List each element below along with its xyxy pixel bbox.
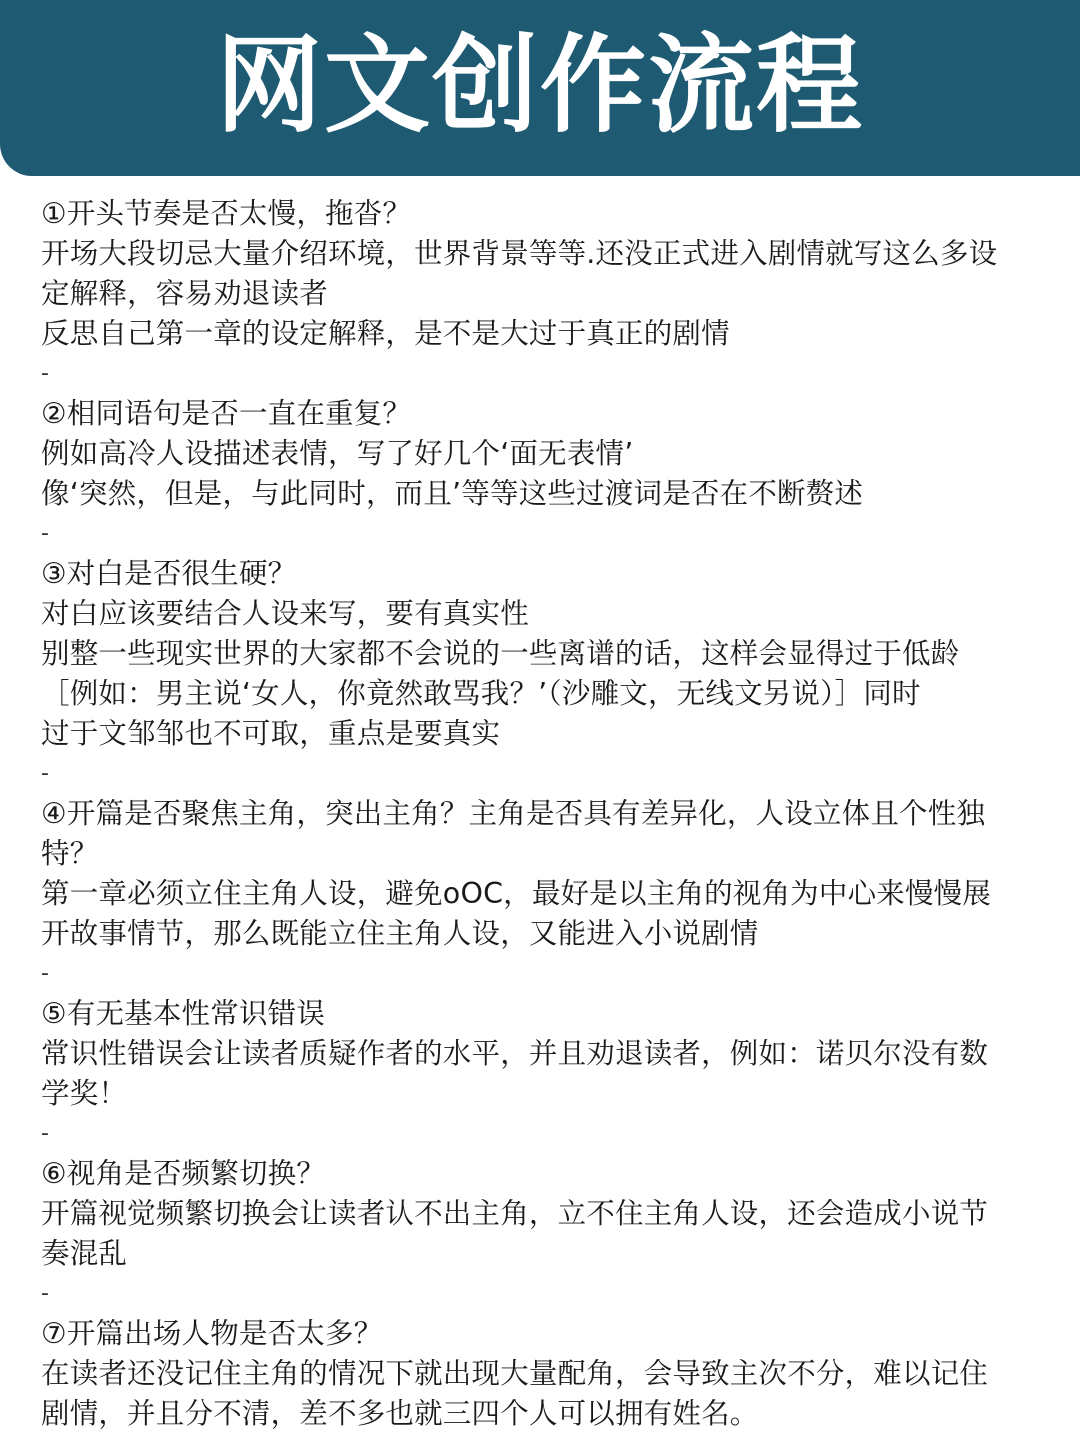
section-heading: ④开篇是否聚焦主角，突出主角？主角是否具有差异化，人设立体且个性独	[41, 797, 986, 830]
text-line: 对白应该要结合人设来写，要有真实性	[41, 597, 529, 630]
text-line: 常识性错误会让读者质疑作者的水平，并且劝退读者，例如：诺贝尔没有数	[41, 1037, 989, 1070]
text-line: 过于文邹邹也不可取，重点是要真实	[41, 717, 501, 750]
text-line: 开故事情节，那么既能立住主角人设，又能进入小说剧情	[41, 917, 759, 950]
text-line: 开场大段切忌大量介绍环境，世界背景等等.还没正式进入剧情就写这么多设	[41, 237, 998, 270]
text-line: 定解释，容易劝退读者	[41, 277, 329, 310]
section-separator: -	[41, 1121, 50, 1146]
section-separator: -	[41, 1281, 50, 1306]
title-banner	[0, 0, 1080, 176]
text-line: 剧情，并且分不清，差不多也就三四个人可以拥有姓名。	[41, 1397, 759, 1430]
section-heading: ③对白是否很生硬？	[41, 557, 297, 590]
section-separator: -	[41, 361, 50, 386]
section-separator: -	[41, 521, 50, 546]
section-heading: ⑥视角是否频繁切换？	[41, 1157, 326, 1190]
text-line: 像‘突然，但是，与此同时，而且’等等这些过渡词是否在不断赘述	[41, 477, 864, 510]
text-line: 第一章必须立住主角人设，避免oOC，最好是以主角的视角为中心来慢慢展	[41, 877, 992, 910]
text-line: ［例如：男主说‘女人，你竟然敢骂我？’（沙雕文，无线文另说）］同时	[41, 677, 921, 710]
article-body	[41, 194, 1065, 1434]
text-line: 学奖！	[41, 1077, 128, 1110]
section-separator: -	[41, 761, 50, 786]
page-title: 网文创作流程	[216, 24, 864, 147]
section-separator: -	[41, 961, 50, 986]
section-heading: ①开头节奏是否太慢，拖沓？	[41, 197, 412, 230]
text-line: 开篇视觉频繁切换会让读者认不出主角，立不住主角人设，还会造成小说节	[41, 1197, 989, 1230]
section-heading: 特？	[41, 837, 99, 870]
text-line: 别整一些现实世界的大家都不会说的一些离谱的话，这样会显得过于低龄	[41, 637, 960, 670]
section-heading: ⑦开篇出场人物是否太多？	[41, 1317, 383, 1350]
section-heading: ②相同语句是否一直在重复？	[41, 397, 412, 430]
section-heading: ⑤有无基本性常识错误	[41, 997, 326, 1030]
text-line: 反思自己第一章的设定解释，是不是大过于真正的剧情	[41, 317, 730, 350]
text-line: 在读者还没记住主角的情况下就出现大量配角，会导致主次不分，难以记住	[41, 1357, 989, 1390]
text-line: 例如高冷人设描述表情，写了好几个‘面无表情’	[41, 437, 634, 470]
text-line: 奏混乱	[41, 1237, 128, 1270]
